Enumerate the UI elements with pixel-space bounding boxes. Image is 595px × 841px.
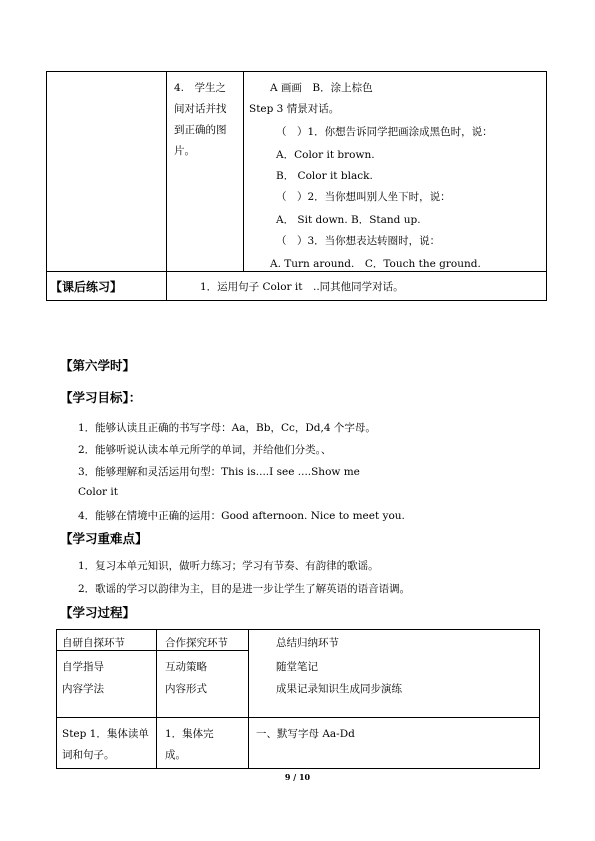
cell-line: 间对话并找 <box>174 103 227 115</box>
key-point-item: 2．歌谣的学习以韵律为主，目的是进一步让学生了解英语的语音语调。 <box>78 583 411 595</box>
step-row-col3: 一、默写字母 Aa-Dd <box>256 728 355 740</box>
cell-line: （ ）2．当你想叫别人坐下时，说： <box>276 191 451 203</box>
cell-line: A．Color it brown. <box>276 149 375 161</box>
process-sub-col1: 内容学法 <box>62 683 104 695</box>
process-sub-col3: 成果记录知识生成同步演练 <box>276 683 402 695</box>
cell-line: A． Sit down. B．Stand up. <box>276 214 421 226</box>
goal-item: 2．能够听说认读本单元所学的单词，并给他们分类。、 <box>78 444 332 456</box>
practice-label: 【课后练习】 <box>50 280 123 294</box>
process-sub-col1: 自学指导 <box>62 661 104 673</box>
practice-text: 1．运用句子 Color it ..同其他同学对话。 <box>200 281 404 293</box>
process-sub-col3: 随堂笔记 <box>276 661 318 673</box>
section-lesson-heading: 【第六学时】 <box>60 358 136 373</box>
cell-line: （ ）1．你想告诉同学把画涂成黑色时，说： <box>276 126 493 138</box>
cell-line: B． Color it black. <box>276 170 373 182</box>
step-row-col2: 成。 <box>165 749 186 761</box>
cell-line: A 画画 B．涂上棕色 <box>270 82 373 94</box>
process-header-col2: 合作探究环节 <box>165 637 228 649</box>
step-row-col1: Step 1．集体读单 <box>62 728 149 740</box>
cell-line: Step 3 情景对话。 <box>249 103 340 115</box>
process-heading: 【学习过程】 <box>60 605 136 620</box>
cell-line: A. Turn around. C．Touch the ground. <box>270 258 481 270</box>
goal-item: 4．能够在情境中正确的运用：Good afternoon. Nice to meet you. <box>78 510 405 522</box>
cell-line: 4. 学生之 <box>174 82 227 94</box>
goal-item: Color it <box>78 486 118 498</box>
goals-heading: 【学习目标】： <box>60 390 142 405</box>
goal-item: 3．能够理解和灵活运用句型：This is....I see ....Show me <box>78 466 360 478</box>
key-point-item: 1．复习本单元知识，做听力练习；学习有节奏、有韵律的歌谣。 <box>78 560 379 572</box>
key-points-heading: 【学习重难点】 <box>60 531 148 546</box>
process-sub-col2: 内容形式 <box>165 683 207 695</box>
process-sub-col2: 互动策略 <box>165 661 207 673</box>
cell-line: 到正确的图 <box>174 124 227 136</box>
step-row-col1: 词和句子。 <box>62 749 115 761</box>
step-row-col2: 1．集体完 <box>165 728 214 740</box>
process-header-col3: 总结归纳环节 <box>276 637 339 649</box>
cell-line: 片。 <box>174 145 195 157</box>
cell-line: （ ）3．当你想表达转圈时，说： <box>276 235 441 247</box>
process-header-col1: 自研自探环节 <box>62 637 125 649</box>
goal-item: 1．能够认读且正确的书写字母：Aa，Bb，Cc，Dd,4 个字母。 <box>78 422 376 434</box>
page-number: 9 / 10 <box>284 772 311 782</box>
